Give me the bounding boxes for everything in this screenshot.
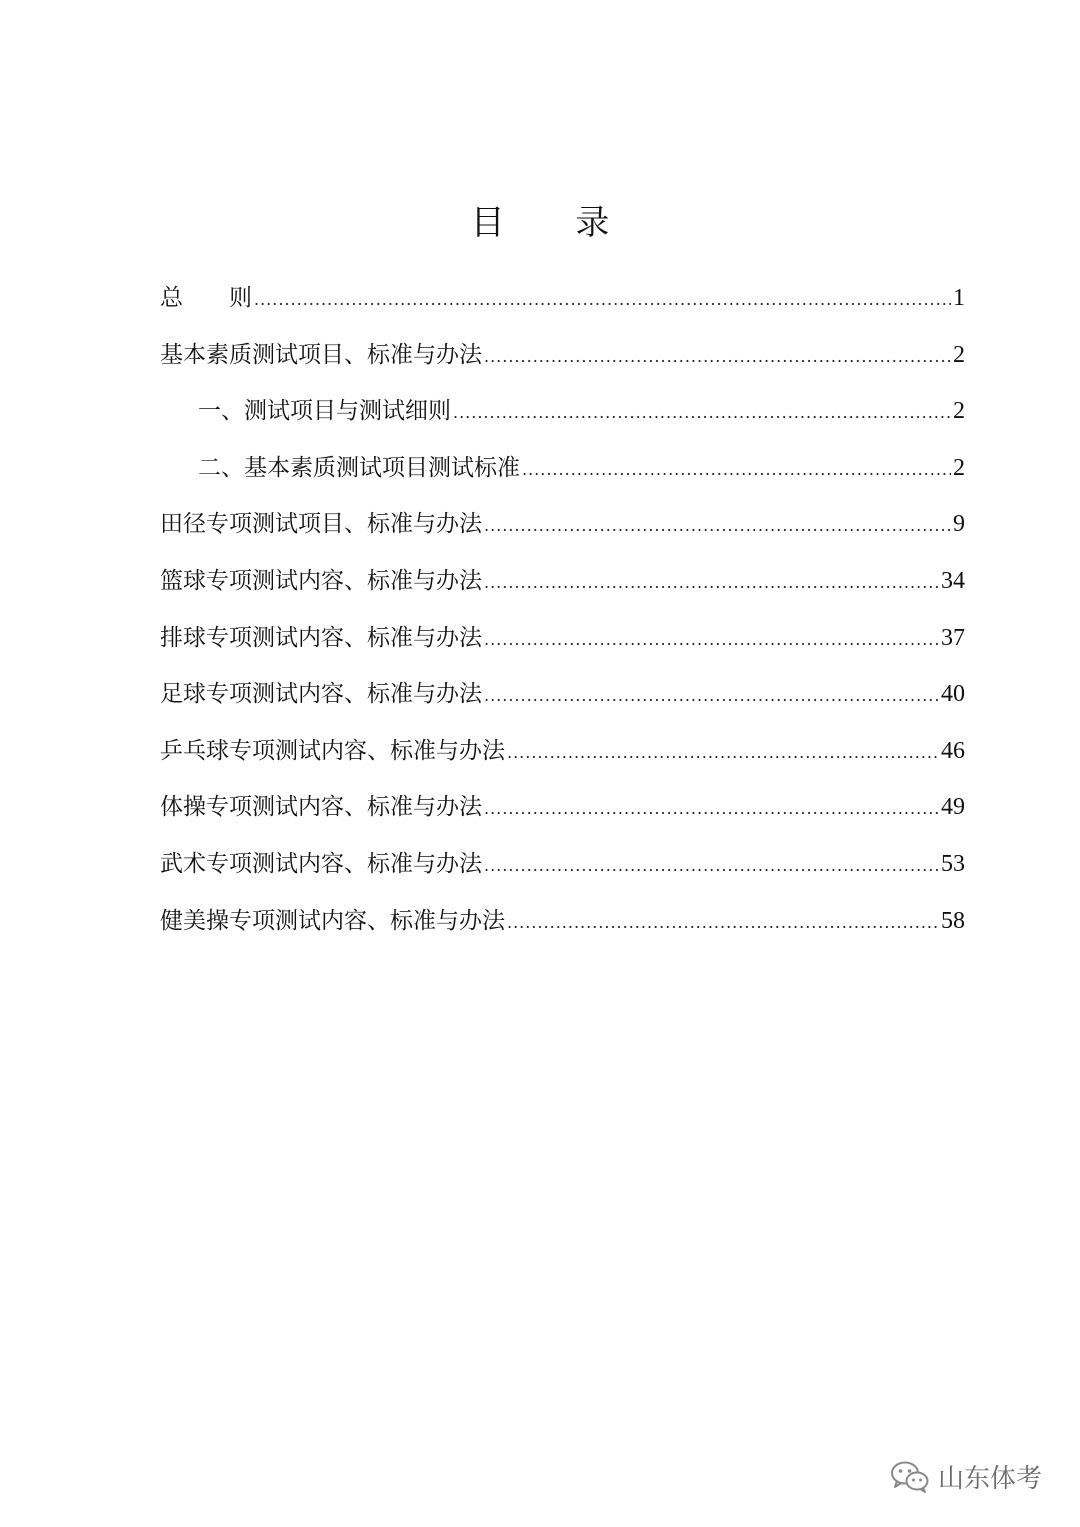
- toc-dot-leader: [484, 612, 939, 669]
- toc-entry-page: 49: [941, 794, 965, 821]
- toc-entry-label: 田径专项测试项目、标准与办法: [160, 511, 482, 538]
- toc-entry[interactable]: [160, 893, 965, 950]
- toc-entry[interactable]: [160, 779, 965, 836]
- toc-entry[interactable]: [160, 836, 965, 893]
- page-title: 目 录: [470, 203, 640, 243]
- toc-subentry[interactable]: [160, 440, 965, 497]
- toc-entry-label: 二、基本素质测试项目测试标准: [198, 454, 520, 481]
- toc-dot-leader: [507, 725, 939, 782]
- toc-entry-page: 46: [941, 737, 965, 764]
- toc-entry-page: 58: [941, 907, 965, 934]
- toc-subentry[interactable]: [160, 383, 965, 440]
- toc-dot-leader: [453, 385, 951, 442]
- toc-entry[interactable]: [160, 610, 965, 667]
- toc-entry-label: 武术专项测试内容、标准与办法: [160, 850, 482, 877]
- toc-entry-label: 体操专项测试内容、标准与办法: [160, 794, 482, 821]
- toc-entry-page: 2: [953, 454, 965, 481]
- toc-entry-label: 一、测试项目与测试细则: [198, 398, 451, 425]
- toc-dot-leader: [484, 329, 951, 386]
- toc-dot-leader: [254, 272, 951, 329]
- toc-entry-label: 篮球专项测试内容、标准与办法: [160, 567, 482, 594]
- wechat-icon: [890, 1460, 930, 1494]
- toc-dot-leader: [507, 895, 939, 952]
- toc-entry-page: 2: [953, 341, 965, 368]
- toc-entry-page: 53: [941, 850, 965, 877]
- toc-entry-label: 健美操专项测试内容、标准与办法: [160, 907, 505, 934]
- watermark-text: 山东体考: [937, 1464, 1042, 1494]
- toc-entry-page: 37: [941, 624, 965, 651]
- toc-entry[interactable]: [160, 553, 965, 610]
- toc-entry-label: 总 则: [160, 285, 252, 311]
- table-of-contents: [160, 270, 965, 949]
- toc-entry-page: 2: [953, 398, 965, 425]
- toc-dot-leader: [484, 668, 939, 725]
- toc-dot-leader: [484, 781, 939, 838]
- toc-entry-page: 1: [953, 285, 965, 311]
- toc-dot-leader: [484, 838, 939, 895]
- toc-entry[interactable]: [160, 327, 965, 384]
- toc-entry-label: 足球专项测试内容、标准与办法: [160, 681, 482, 708]
- toc-entry[interactable]: [160, 496, 965, 553]
- source-watermark: [890, 1458, 1042, 1495]
- toc-entry-label: 排球专项测试内容、标准与办法: [160, 624, 482, 651]
- toc-entry-label: 基本素质测试项目、标准与办法: [160, 341, 482, 368]
- toc-entry[interactable]: [160, 270, 965, 327]
- toc-entry-page: 40: [941, 681, 965, 708]
- toc-dot-leader: [484, 498, 951, 555]
- toc-entry-page: 34: [941, 567, 965, 594]
- toc-dot-leader: [522, 442, 951, 499]
- toc-dot-leader: [484, 555, 939, 612]
- toc-entry[interactable]: [160, 723, 965, 780]
- toc-entry[interactable]: [160, 666, 965, 723]
- toc-entry-page: 9: [953, 511, 965, 538]
- toc-entry-label: 乒乓球专项测试内容、标准与办法: [160, 737, 505, 764]
